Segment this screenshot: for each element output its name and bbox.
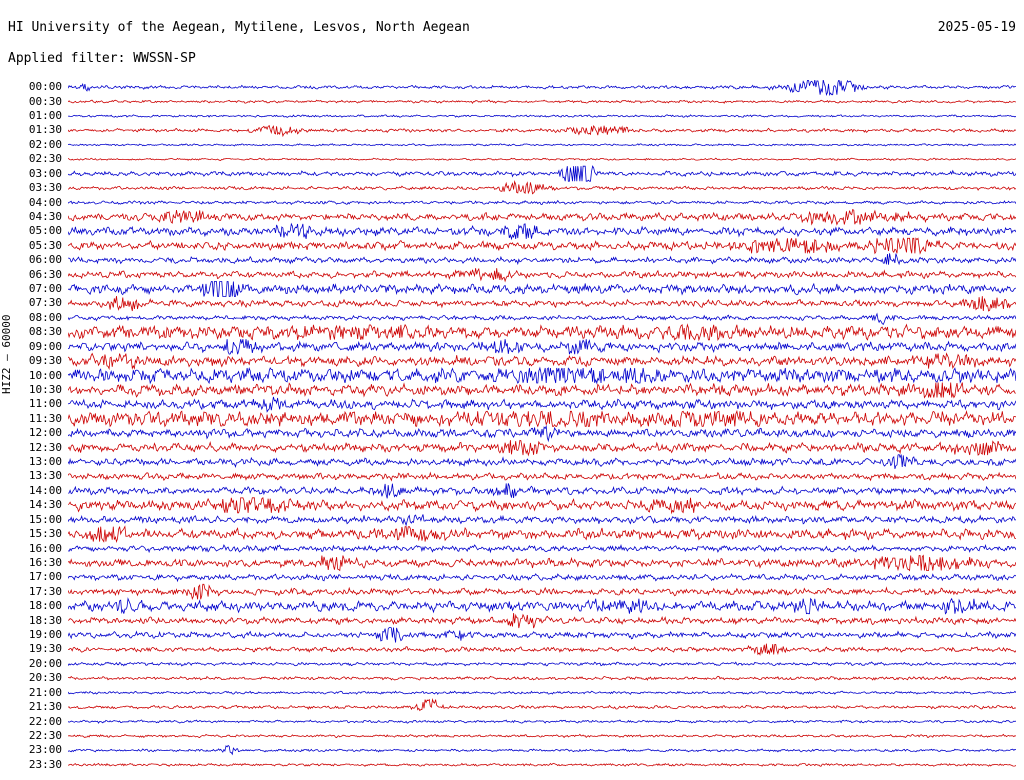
y-axis-label-text: HIZ2 — 60000 [0,314,13,394]
time-tick-label: 05:30 [28,238,62,252]
time-tick-label: 06:00 [28,253,62,267]
station-title: HI University of the Aegean, Mytilene, Lesvos, North Aegean [8,20,470,35]
time-tick-label: 12:00 [28,426,62,440]
trace-line [68,354,1016,369]
trace-line [68,339,1016,354]
time-tick-label: 14:30 [28,498,62,512]
time-tick-label: 19:00 [28,628,62,642]
trace-line [68,238,1016,253]
time-tick-label: 17:30 [28,584,62,598]
time-tick-label: 08:30 [28,325,62,339]
trace-line [68,613,1016,628]
time-tick-label: 12:30 [28,440,62,454]
time-tick-label: 02:30 [28,152,62,166]
trace-line [68,527,1016,542]
trace-line [68,115,1016,118]
time-tick-label: 11:00 [28,397,62,411]
trace-line [68,584,1016,599]
trace-line [68,599,1016,614]
time-tick-label: 22:30 [28,728,62,742]
time-tick-label: 18:30 [28,613,62,627]
time-tick-label: 06:30 [28,267,62,281]
trace-line [68,628,1016,643]
time-tick-label: 01:30 [28,123,62,137]
helicorder-traces [68,80,1016,772]
time-tick-label: 00:00 [28,80,62,94]
trace-line [68,556,1016,571]
time-tick-label: 22:00 [28,714,62,728]
trace-line [68,440,1016,455]
trace-line [68,574,1016,581]
trace-line [68,397,1016,412]
time-tick-label: 09:30 [28,354,62,368]
time-tick-label: 10:00 [28,368,62,382]
trace-line [68,383,1016,398]
trace-line [68,514,1016,525]
trace-line [68,763,1016,766]
time-tick-label: 07:30 [28,296,62,310]
time-tick-label: 21:30 [28,700,62,714]
trace-line [68,268,1016,281]
trace-line [68,545,1016,552]
time-tick-label: 03:30 [28,181,62,195]
time-tick-label: 20:30 [28,671,62,685]
time-tick-label: 04:30 [28,209,62,223]
trace-line [68,253,1016,264]
trace-line [68,210,1016,225]
time-tick-label: 13:30 [28,469,62,483]
time-tick-label: 15:30 [28,527,62,541]
time-tick-label: 09:00 [28,339,62,353]
trace-line [68,483,1016,498]
time-tick-label: 23:30 [28,757,62,771]
time-tick-label: 23:00 [28,743,62,757]
trace-line [68,325,1016,340]
trace-line [68,224,1016,239]
trace-line [68,676,1016,680]
time-tick-label: 16:30 [28,555,62,569]
time-tick-label: 16:00 [28,541,62,555]
time-tick-label: 11:30 [28,411,62,425]
record-date: 2025-05-19 [937,20,1016,35]
trace-line [68,80,1016,95]
time-tick-label: 21:00 [28,685,62,699]
trace-line [68,368,1016,383]
time-tick-label: 18:00 [28,599,62,613]
trace-line [68,296,1016,311]
trace-line [68,314,1016,325]
time-tick-label: 14:00 [28,483,62,497]
trace-line [68,182,1016,194]
trace-line [68,644,1016,655]
time-axis-ticks [0,80,66,772]
trace-line [68,411,1016,426]
time-tick-label: 19:30 [28,642,62,656]
trace-line [68,201,1016,205]
trace-line [68,746,1016,755]
trace-line [68,662,1016,666]
trace-line [68,691,1016,694]
trace-line [68,426,1016,440]
time-tick-label: 20:00 [28,656,62,670]
trace-line [68,100,1016,103]
helicorder-plot [68,80,1016,772]
time-tick-label: 08:00 [28,310,62,324]
time-tick-label: 07:00 [28,282,62,296]
trace-line [68,734,1016,737]
time-tick-label: 04:00 [28,195,62,209]
trace-line [68,473,1016,481]
time-tick-label: 17:00 [28,570,62,584]
trace-line [68,720,1016,723]
trace-line [68,282,1016,297]
time-tick-label: 10:30 [28,382,62,396]
trace-line [68,126,1016,136]
trace-line [68,166,1016,181]
trace-line [68,700,1016,711]
time-tick-label: 03:00 [28,166,62,180]
trace-line [68,455,1016,469]
time-tick-label: 01:00 [28,109,62,123]
time-tick-label: 15:00 [28,512,62,526]
time-tick-label: 02:00 [28,137,62,151]
applied-filter-label: Applied filter: WWSSN-SP [8,51,196,66]
time-tick-label: 05:00 [28,224,62,238]
trace-line [68,144,1016,146]
trace-line [68,158,1016,160]
trace-line [68,498,1016,513]
time-tick-label: 00:30 [28,94,62,108]
time-tick-label: 13:00 [28,455,62,469]
